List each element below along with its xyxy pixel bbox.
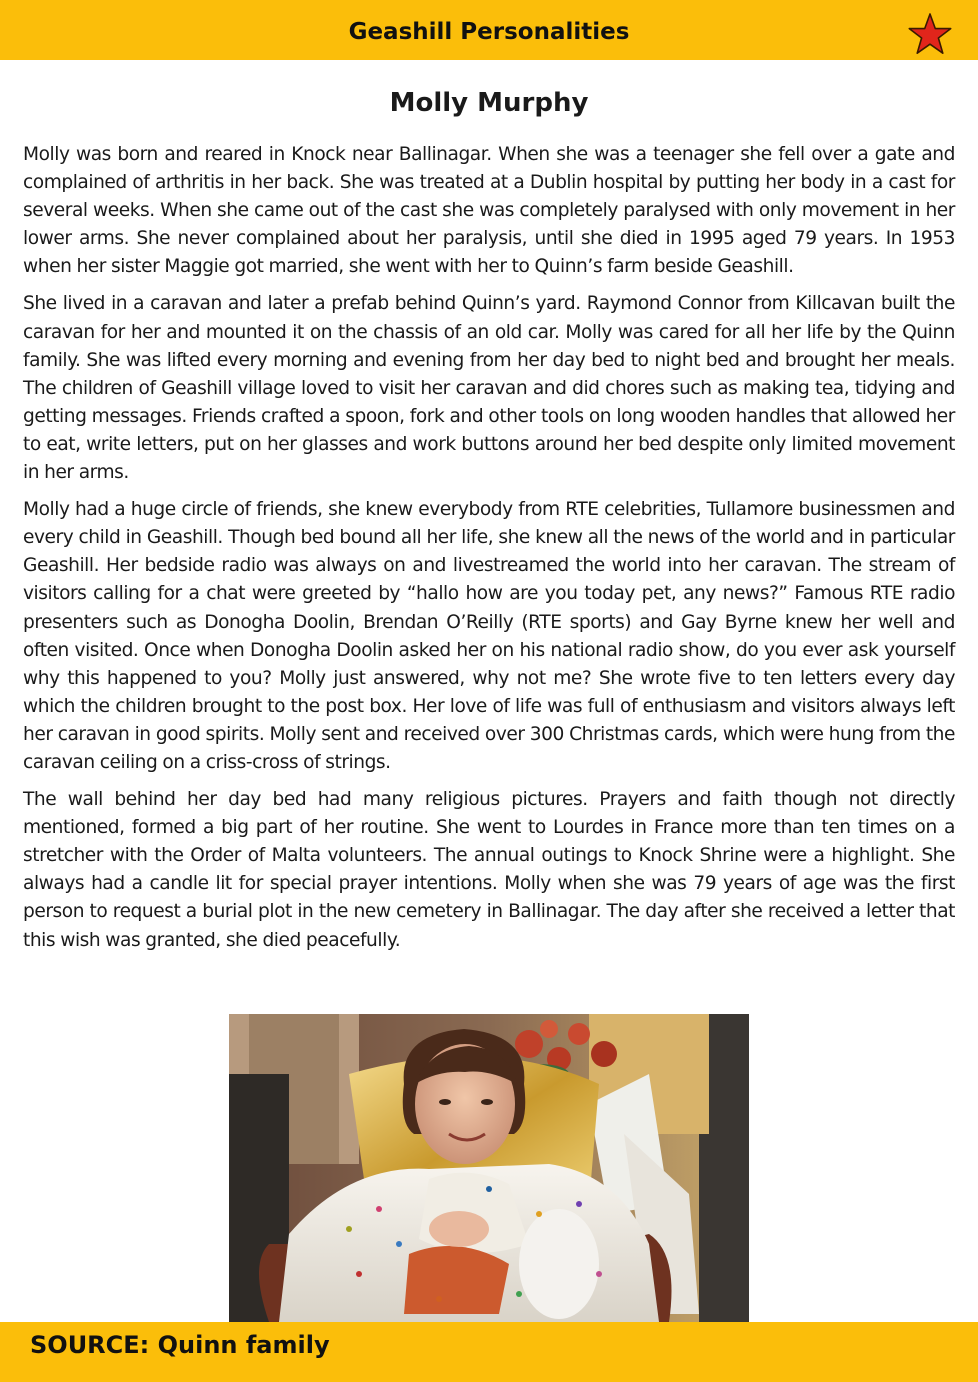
paragraph-1: Molly was born and reared in Knock near Ballinagar. When she was a teenager she fell over a gate and complained of arthritis in her back. She was treated at a Dublin hospital by putting her body in a cast for several weeks. When she came out of the cast she was completely paralysed with only movement in her lower arms. She never complained about her paralysis, until she died in 1995 aged 79 years. In 1953 when her sister Maggie got married, she went with her to Quinn’s farm beside Geashill. [23,144,955,278]
photo-molly-murphy [229,1014,749,1322]
paragraph-3: Molly had a huge circle of friends, she knew everybody from RTE celebrities, Tullamore businessmen and every child in Geashill. Though bed bound all her life, she knew all the news of the world and in particular Geashill. Her bedside radio was always on and livestreamed the world into her caravan. The stream of visitors calling for a chat were greeted by “hallo how are you today pet, any news?” Famous RTE radio presenters such as Donogha Doolin, Brendan O’Reilly (RTE sports) and Gay Byrne knew her well and often visited. Once when Donogha Doolin asked her on his national radio show, do you ever ask yourself why this happened to you? Molly just answered, why not me? She wrote five to ten letters every day which the children brought to the post box. Her love of life was full of enthusiasm and visitors always left her caravan in good spirits. Molly sent and received over 300 Christmas cards, which were hung from the caravan ceiling on a criss-cross of strings. [23,499,955,773]
paragraph-2: She lived in a caravan and later a prefab behind Quinn’s yard. Raymond Connor from Killcavan built the caravan for her and mounted it on the chassis of an old car. Molly was cared for all her life by the Quinn family. She was lifted every morning and evening from her day bed to night bed and brought her meals. The children of Geashill village loved to visit her caravan and did chores such as making tea, tidying and getting messages. Friends crafted a spoon, fork and other tools on long wooden handles that allowed her to eat, write letters, put on her glasses and work buttons around her bed despite only limited movement in her arms. [23,293,955,484]
article-body [23,141,955,964]
header-title: Geashill Personalities [348,19,630,45]
page-title: Molly Murphy [389,88,589,118]
star-icon [908,13,952,55]
paragraph-4: The wall behind her day bed had many religious pictures. Prayers and faith though not directly mentioned, formed a big part of her routine. She went to Lourdes in France more than ten times on a stretcher with the Order of Malta volunteers. The annual outings to Knock Shrine were a highlight. She always had a candle lit for special prayer intentions. Molly when she was 79 years of age was the first person to request a burial plot in the new cemetery in Ballinagar. The day after she received a letter that this wish was granted, she died peacefully. [23,789,955,951]
star-shape [909,14,950,53]
source-credit: SOURCE: Quinn family [30,1331,330,1359]
